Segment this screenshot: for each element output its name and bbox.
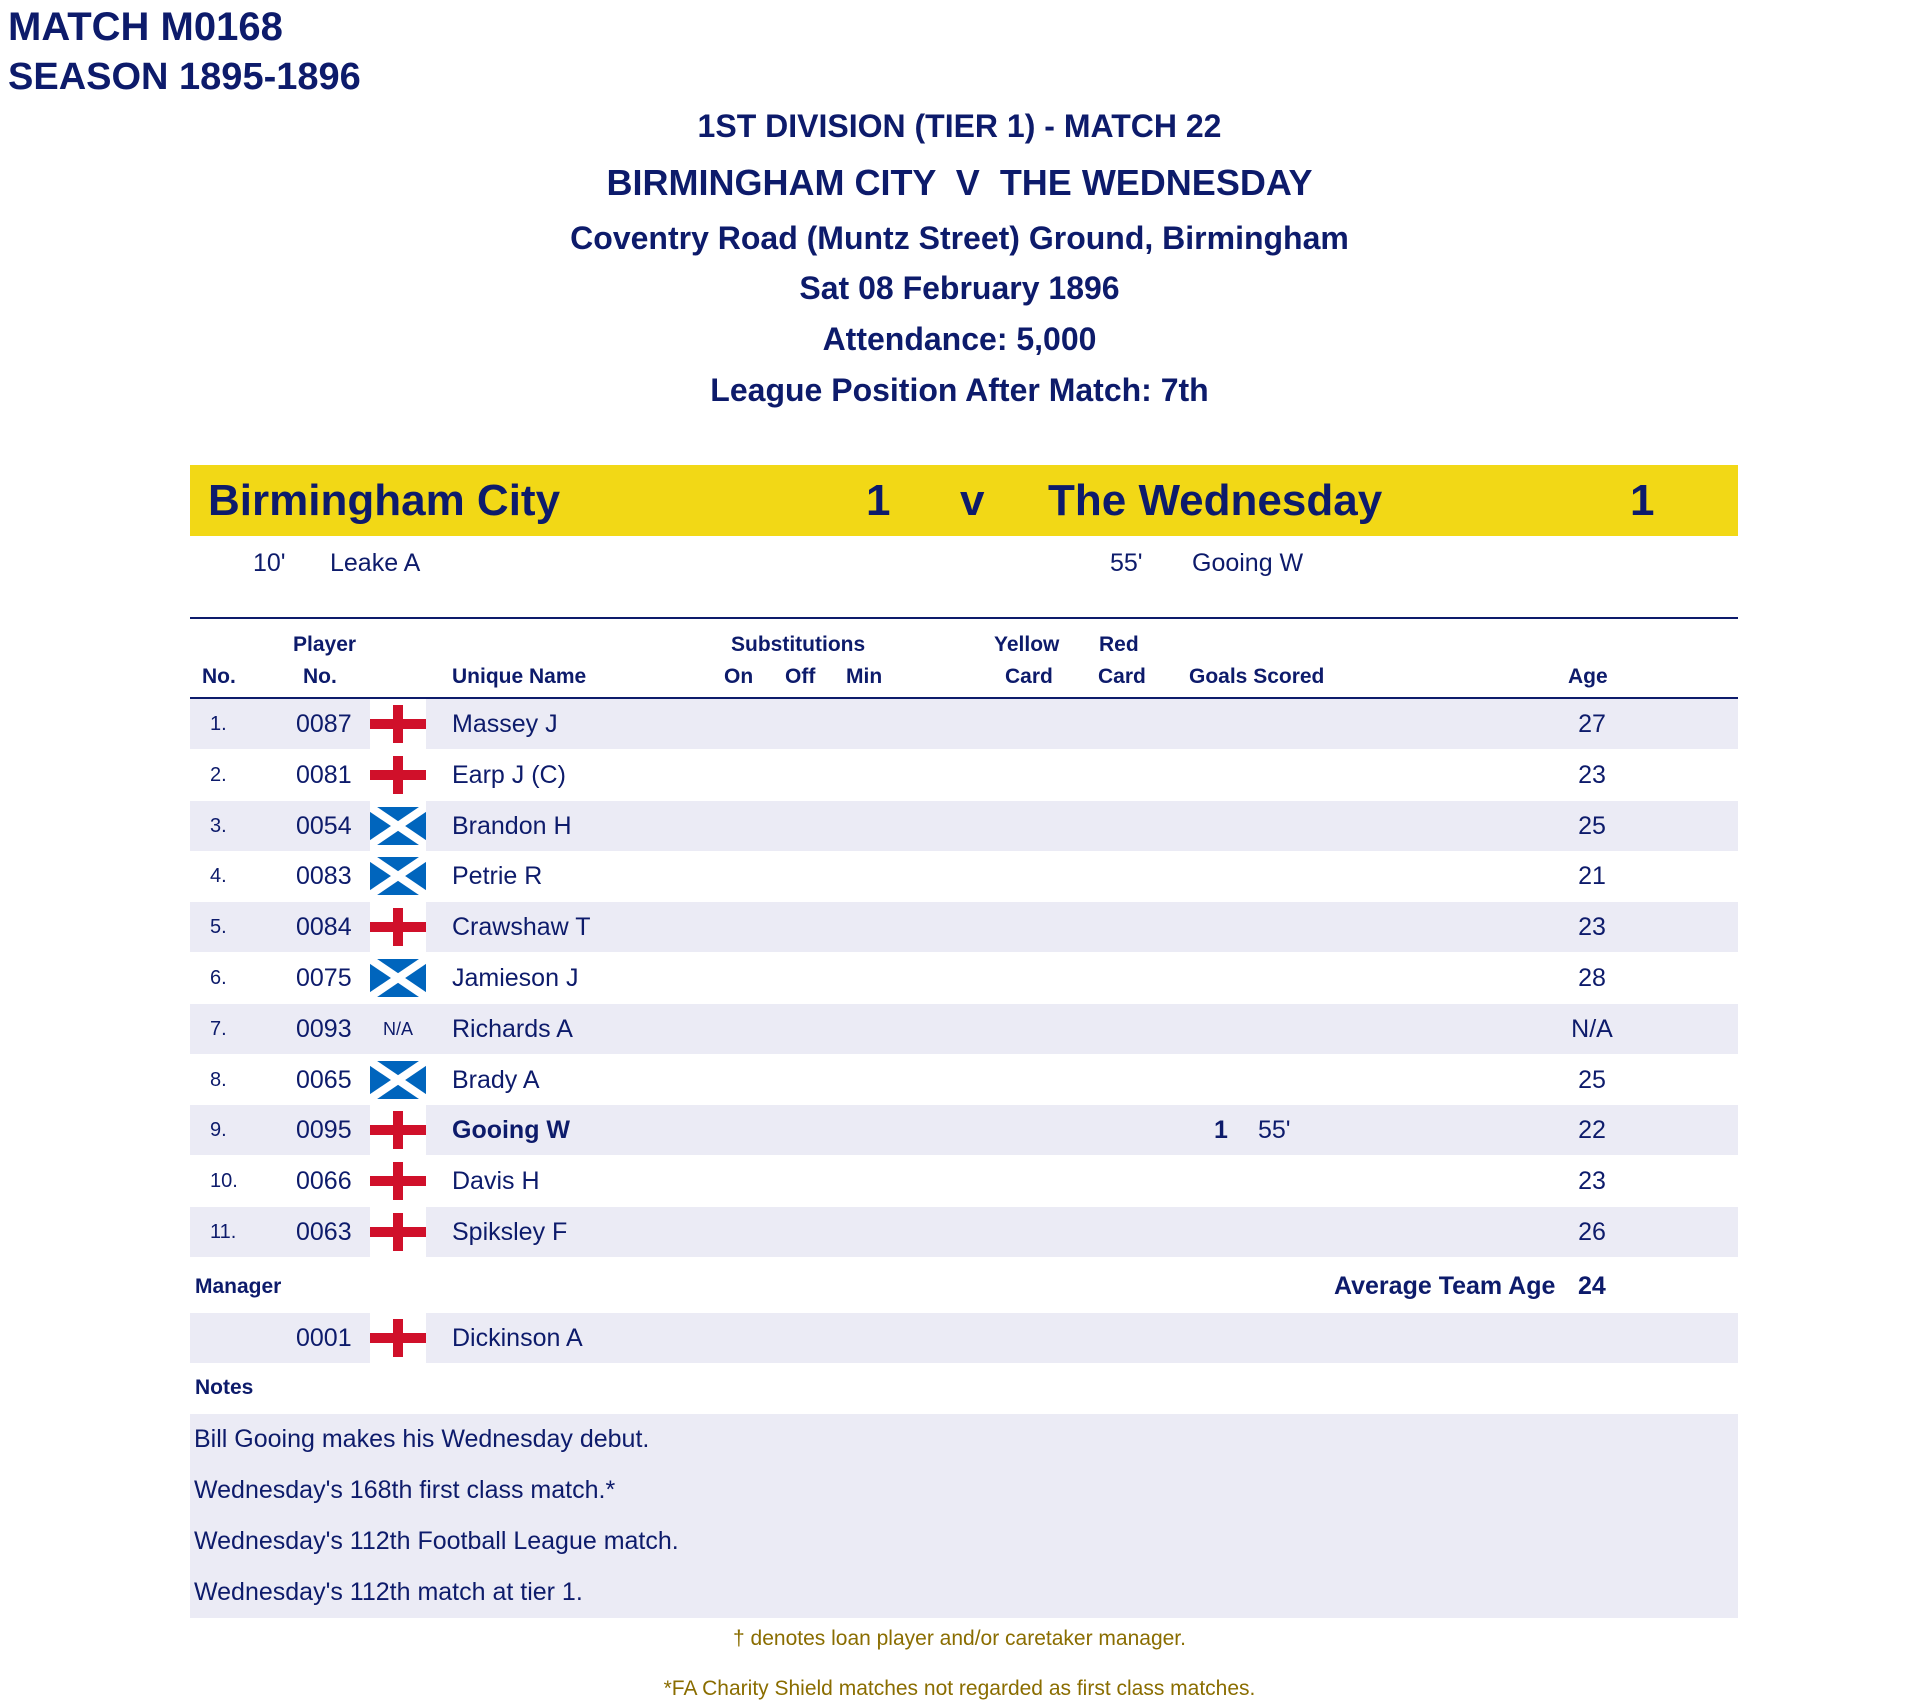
flag-na xyxy=(370,1004,426,1054)
player-id: 0075 xyxy=(296,964,352,992)
versus: v xyxy=(960,476,985,525)
col-age: Age xyxy=(1568,665,1608,688)
manager-name: Dickinson A xyxy=(452,1324,583,1352)
player-row xyxy=(190,1004,1738,1054)
col-no: No. xyxy=(202,665,236,688)
scotland-flag-icon xyxy=(370,953,426,1003)
col-player-no-bottom: No. xyxy=(303,665,337,688)
away-scorer-name: Gooing W xyxy=(1192,549,1304,577)
player-row xyxy=(190,1207,1738,1257)
player-row xyxy=(190,851,1738,901)
note-item: Wednesday's 168th first class match.* xyxy=(194,1476,616,1504)
player-number: 2. xyxy=(210,764,227,786)
scotland-flag-icon xyxy=(370,801,426,851)
player-id: 0095 xyxy=(296,1116,352,1144)
player-name: Earp J (C) xyxy=(452,761,566,789)
col-unique-name: Unique Name xyxy=(452,665,587,688)
player-number: 3. xyxy=(210,815,227,837)
player-row xyxy=(190,699,1738,749)
player-name: Brady A xyxy=(452,1066,540,1094)
away-team: The Wednesday xyxy=(1048,476,1383,525)
player-row xyxy=(190,1156,1738,1206)
col-goals-scored: Goals Scored xyxy=(1189,665,1325,688)
player-row xyxy=(190,953,1738,1003)
player-id: 0065 xyxy=(296,1066,352,1094)
scotland-flag-icon xyxy=(370,851,426,901)
col-sub-min: Min xyxy=(846,665,883,688)
player-row xyxy=(190,1105,1738,1155)
player-age: 25 xyxy=(1578,812,1606,840)
player-row xyxy=(190,750,1738,800)
player-age: 23 xyxy=(1578,761,1606,789)
player-age: 26 xyxy=(1578,1218,1606,1246)
player-number: 10. xyxy=(210,1170,238,1192)
player-number: 11. xyxy=(210,1221,237,1243)
player-age: 25 xyxy=(1578,1066,1606,1094)
divider xyxy=(190,617,1738,619)
player-name: Richards A xyxy=(452,1015,573,1043)
england-flag-icon xyxy=(370,1105,426,1155)
player-name: Davis H xyxy=(452,1167,540,1195)
player-number: 7. xyxy=(210,1018,227,1040)
away-score: 1 xyxy=(1630,476,1655,525)
england-flag-icon xyxy=(370,902,426,952)
division-heading: 1ST DIVISION (TIER 1) - MATCH 22 xyxy=(697,108,1222,144)
scotland-flag-icon xyxy=(370,1055,426,1105)
player-number: 9. xyxy=(210,1119,227,1141)
player-id: 0084 xyxy=(296,913,352,941)
player-id: 0063 xyxy=(296,1218,352,1246)
note-item: Wednesday's 112th Football League match. xyxy=(194,1527,679,1555)
loan-footnote: † denotes loan player and/or caretaker manager. xyxy=(733,1627,1186,1650)
player-age: N/A xyxy=(1571,1015,1613,1043)
player-row xyxy=(190,801,1738,851)
player-name: Petrie R xyxy=(452,862,543,890)
manager-player-no: 0001 xyxy=(296,1324,352,1352)
player-name: Brandon H xyxy=(452,812,572,840)
player-id: 0083 xyxy=(296,862,352,890)
match-date: Sat 08 February 1896 xyxy=(799,270,1120,306)
col-player-no-top: Player xyxy=(293,633,357,656)
manager-label: Manager xyxy=(195,1275,282,1298)
player-id: 0054 xyxy=(296,812,352,840)
player-id: 0087 xyxy=(296,710,352,738)
manager-row xyxy=(190,1313,1738,1363)
player-age: 23 xyxy=(1578,1167,1606,1195)
home-scorer-name: Leake A xyxy=(330,549,421,577)
home-team: Birmingham City xyxy=(208,476,561,525)
player-number: 4. xyxy=(210,865,227,887)
player-number: 1. xyxy=(210,713,227,735)
fixture-heading: BIRMINGHAM CITY V THE WEDNESDAY xyxy=(606,162,1313,203)
goals-count: 1 xyxy=(1214,1116,1228,1144)
col-sub-off: Off xyxy=(785,665,816,688)
player-number: 5. xyxy=(210,916,227,938)
player-name: Crawshaw T xyxy=(452,913,591,941)
attendance: Attendance: 5,000 xyxy=(822,321,1097,357)
player-name: Massey J xyxy=(452,710,558,738)
player-id: 0081 xyxy=(296,761,352,789)
notes-box xyxy=(190,1414,1738,1618)
home-score: 1 xyxy=(866,476,891,525)
player-age: 23 xyxy=(1578,913,1606,941)
average-age-value: 24 xyxy=(1578,1272,1606,1300)
player-id: 0093 xyxy=(296,1015,352,1043)
col-red-bottom: Card xyxy=(1098,665,1146,688)
england-flag-icon xyxy=(370,1156,426,1206)
player-name: Jamieson J xyxy=(452,964,579,992)
average-age-label: Average Team Age xyxy=(1334,1272,1556,1300)
player-row xyxy=(190,1055,1738,1105)
home-scorer-minute: 10' xyxy=(253,549,286,577)
player-age: 28 xyxy=(1578,964,1606,992)
score-bar xyxy=(190,465,1738,536)
player-number: 6. xyxy=(210,967,227,989)
note-item: Wednesday's 112th match at tier 1. xyxy=(194,1578,583,1606)
flag-na-text: N/A xyxy=(382,1019,413,1039)
col-substitutions: Substitutions xyxy=(731,633,866,656)
col-yellow-bottom: Card xyxy=(1005,665,1053,688)
player-id: 0066 xyxy=(296,1167,352,1195)
england-flag-icon xyxy=(370,750,426,800)
note-item: Bill Gooing makes his Wednesday debut. xyxy=(194,1425,650,1453)
player-name: Gooing W xyxy=(452,1116,571,1144)
col-red-top: Red xyxy=(1099,633,1139,656)
player-age: 27 xyxy=(1578,710,1606,738)
player-name: Spiksley F xyxy=(452,1218,568,1246)
col-sub-on: On xyxy=(724,665,754,688)
player-number: 8. xyxy=(210,1069,227,1091)
england-flag-icon xyxy=(370,1313,426,1363)
charity-footnote: *FA Charity Shield matches not regarded as first class matches. xyxy=(663,1677,1256,1700)
away-scorer-minute: 55' xyxy=(1110,549,1143,577)
player-age: 22 xyxy=(1578,1116,1606,1144)
col-yellow-top: Yellow xyxy=(994,633,1060,656)
match-id: MATCH M0168 xyxy=(8,5,283,49)
venue: Coventry Road (Muntz Street) Ground, Birmingham xyxy=(570,220,1349,256)
season: SEASON 1895-1896 xyxy=(8,56,361,98)
england-flag-icon xyxy=(370,699,426,749)
player-age: 21 xyxy=(1578,862,1606,890)
england-flag-icon xyxy=(370,1207,426,1257)
notes-label: Notes xyxy=(195,1376,254,1399)
goal-minute: 55' xyxy=(1258,1116,1291,1144)
player-row xyxy=(190,902,1738,952)
league-position: League Position After Match: 7th xyxy=(710,372,1209,408)
